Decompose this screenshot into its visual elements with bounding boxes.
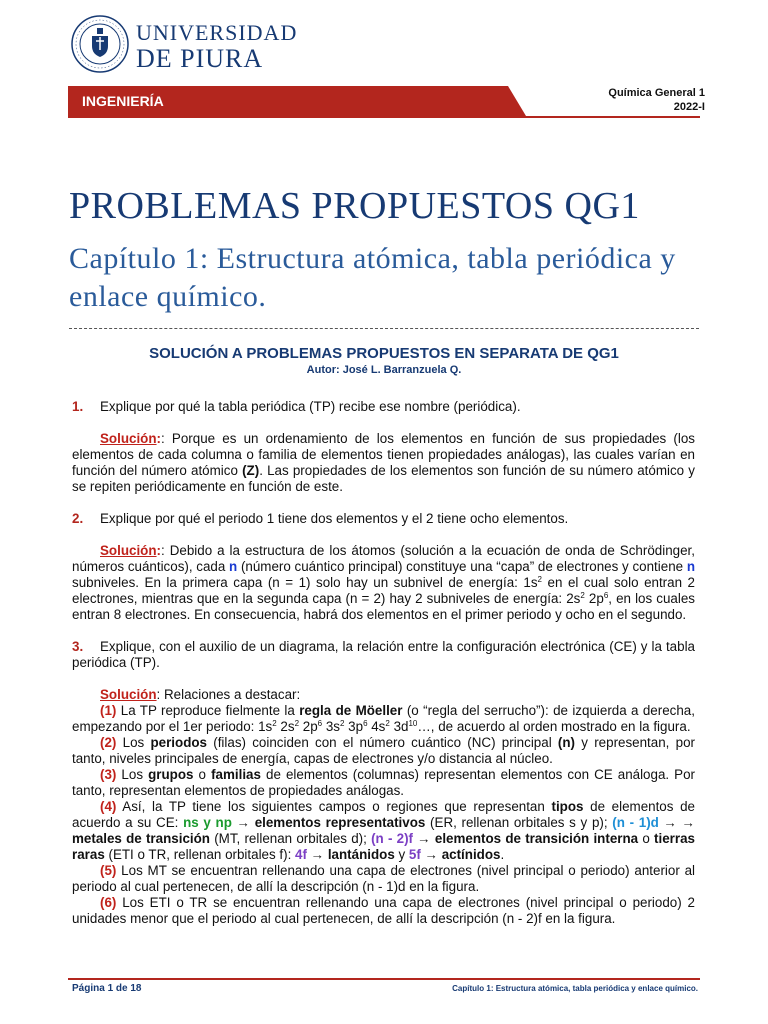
answer-text: 2p (584, 591, 604, 606)
faculty-label: INGENIERÍA (82, 93, 164, 109)
superscript: 2 (537, 575, 542, 584)
superscript: 6 (603, 591, 609, 600)
university-name-line1: UNIVERSIDAD (136, 20, 298, 45)
answer-2: Solución:: Debido a la estructura de los átomos (solución a la ecuación de onda de Schrödinger, números cuánticos), cada n (número cuántico principal) constituye una “capa” de electrones y contiene n subniveles. En la primera capa (n = 1) solo hay un subnivel de energía: $1s^2$ en el cual solo entran 2 electrones, mientras que en la segunda capa (n = 2) hay 2 subniveles de energía: $2s^2$ $2p^6$, en los cuales entran 8 electrones. En consecuencia, habrá dos elementos en el primer periodo y ocho en el segundo. (72, 543, 696, 622)
footer-divider (68, 978, 700, 980)
question-number: 3. (72, 639, 84, 654)
superscript: 2 (580, 591, 585, 600)
item-number: (6) (100, 895, 117, 910)
answer-emphasis: (Z) (242, 463, 260, 478)
solution-heading: SOLUCIÓN A PROBLEMAS PROPUESTOS EN SEPARATA DE QG1 (149, 345, 619, 362)
answer-3-intro (72, 687, 695, 703)
relation-item-2: (2) Los periodos (filas) coinciden con el número cuántico (NC) principal (n) y representan, por tanto, niveles principales de energía, capas de electrones y/o distancia al núcleo. (72, 735, 695, 766)
relation-item-5: (5) Los MT se encuentran rellenando una capa de electrones (nivel principal o periodo) anterior al periodo al cual pertenecen, de allí la descripción (n - 1)d en la figura. (72, 863, 695, 894)
answer-emphasis: n (229, 559, 238, 574)
answer-text: , en los cuales entran 8 electrones. En consecuencia, habrá dos elementos en el primer periodo y ocho en el segundo. (72, 591, 695, 622)
solution-label: Solución (100, 687, 157, 702)
answer-text: . Las propiedades de los elementos son función de su número atómico y se repiten periódicamente en función de este. (72, 463, 695, 494)
course-info (608, 86, 705, 114)
answer-text: : Porque es un ordenamiento de los elementos en función de sus propiedades (los elementos de cada columna o familia de elementos tienen propiedades análogas), las cuales varían en función del número atómico (72, 431, 695, 478)
author-line: Autor: José L. Barranzuela Q. (306, 364, 462, 376)
university-name (136, 22, 297, 72)
header-divider (68, 116, 700, 118)
relation-item-4: (4) Así, la TP tiene los siguientes campos o regiones que representan tipos de elementos de acuerdo a su CE: ns y np → elementos representativos (ER, rellenan orbitales s y p); (n - 1)d → → metales de transición (MT, rellenan orbitales d); (n - 2)f → elementos de transición interna o tierras raras (ETI o TR, rellenan orbitales f): 4f → lantánidos y 5f → actínidos. (72, 799, 696, 862)
relation-item-3: (3) Los grupos o familias de elementos (columnas) representan elementos con CE análoga. Por tanto, representan elementos de propiedades análogas. (72, 767, 696, 798)
question-text: Explique por qué la tabla periódica (TP) recibe ese nombre (periódica). (100, 399, 521, 414)
question-text: Explique por qué el periodo 1 tiene dos elementos y el 2 tiene ocho elementos. (100, 511, 569, 526)
question-3 (72, 639, 695, 671)
relation-item-6: (6) Los ETI o TR se encuentran rellenando una capa de electrones (nivel principal o periodo) 2 unidades menor que el periodo al cual pertenecen, de allí la descripción (n - 2)f en la figura. (72, 895, 695, 926)
item-number: (3) (100, 767, 117, 782)
item-number: (5) (100, 863, 117, 878)
question-2 (72, 511, 695, 527)
question-text: Explique, con el auxilio de un diagrama, la relación entre la configuración electrónica (CE) y la tabla periódica (TP). (72, 639, 695, 670)
item-number: (2) (100, 735, 117, 750)
page-number: Página 1 de 18 (72, 983, 142, 994)
footer-chapter: Capítulo 1: Estructura atómica, tabla periódica y enlace químico. (452, 984, 698, 993)
dashed-divider (69, 328, 699, 329)
solution-label: Solución (100, 431, 157, 446)
question-number: 2. (72, 511, 84, 526)
course-name: Química General 1 (608, 87, 705, 99)
university-name-line2: DE PIURA (136, 44, 264, 73)
course-term: 2022-I (673, 101, 705, 113)
answer-text: : Debido a la estructura de los átomos (solución a la ecuación de onda de Schrödinger, números cuánticos), cada (72, 543, 695, 574)
question-number: 1. (72, 399, 84, 414)
question-1 (72, 399, 695, 415)
chapter-subtitle: Capítulo 1: Estructura atómica, tabla periódica y enlace químico. (69, 242, 676, 313)
page-title: PROBLEMAS PROPUESTOS QG1 (69, 185, 640, 227)
answer-text: subniveles. En la primera capa (n = 1) solo hay un subnivel de energía: 1s (72, 575, 538, 590)
relation-item-1: (1) La TP reproduce fielmente la regla de Möeller (o “regla del serrucho”): de izquierda a derecha, empezando por el 1er periodo: $1s^2$ $2s^2$ $2p^6$ $3s^2$ $3p^6$ $4s^2$ $3d^{10}\dots$, de acuerdo al orden mostrado en la figura. (72, 703, 695, 734)
document-body (72, 399, 695, 927)
answer-text: en el cual solo entran 2 electrones, mientras que en la segunda capa (n = 2) hay 2 subniveles de energía: 2s (72, 575, 696, 606)
item-number: (4) (100, 799, 117, 814)
university-seal-logo (70, 14, 130, 74)
answer-text: (número cuántico principal) constituye una “capa” de electrones y contiene (237, 559, 687, 574)
item-number: (1) (100, 703, 117, 718)
solution-label: Solución (100, 543, 157, 558)
answer-emphasis: n (686, 559, 695, 574)
answer-1: Solución:: Porque es un ordenamiento de los elementos en función de sus propiedades (los elementos de cada columna o familia de elementos tienen propiedades análogas), las cuales varían en función del número atómico (Z). Las propiedades de los elementos son función de su número atómico y se repiten periódicamente en función de este. (72, 431, 695, 494)
answer-text: : Relaciones a destacar: (156, 687, 301, 702)
